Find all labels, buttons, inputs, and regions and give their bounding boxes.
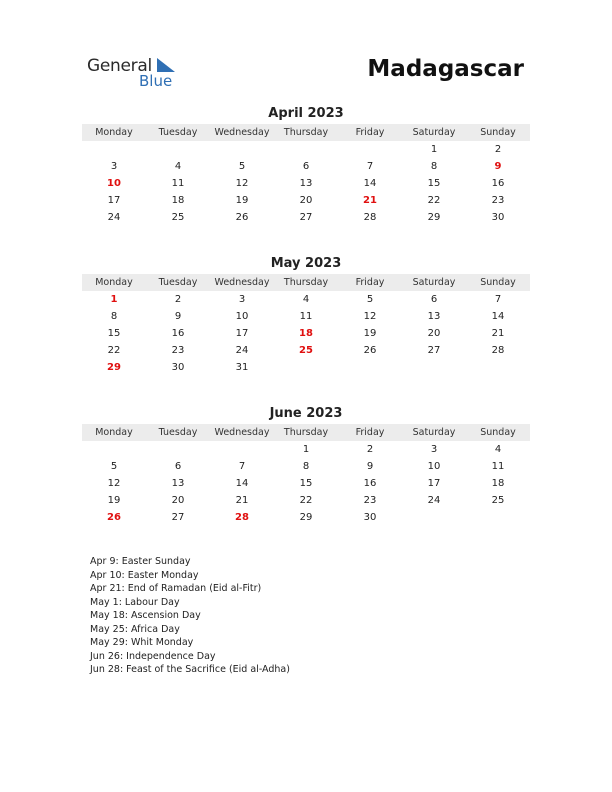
week-row: [82, 291, 530, 308]
weekday-label: Sunday: [480, 127, 516, 138]
day-cell: 22: [299, 495, 313, 506]
holiday-notes: [90, 555, 290, 677]
day-cell: 6: [302, 161, 310, 172]
weekday-label: Monday: [95, 277, 133, 288]
day-cell: 21: [235, 495, 249, 506]
weekday-label: Monday: [95, 427, 133, 438]
day-cell: 5: [110, 461, 118, 472]
weekday-label: Saturday: [412, 127, 456, 138]
logo: [87, 56, 187, 92]
day-cell: 4: [494, 444, 502, 455]
day-cell: 1: [430, 144, 438, 155]
day-cell: [402, 509, 466, 526]
weekday-label: Wednesday: [214, 277, 270, 288]
day-cell: 28: [235, 512, 249, 523]
day-cell: 24: [427, 495, 441, 506]
day-cell: [338, 141, 402, 158]
day-cell: 17: [235, 328, 249, 339]
week-row: [82, 325, 530, 342]
day-cell: 29: [299, 512, 313, 523]
week-row: [82, 192, 530, 209]
day-cell: 18: [491, 478, 505, 489]
holiday-note: Apr 21: End of Ramadan (Eid al-Fitr): [90, 583, 262, 594]
weekday-label: Tuesday: [158, 127, 198, 138]
day-cell: 19: [235, 195, 249, 206]
day-cell: 25: [171, 212, 185, 223]
day-cell: [210, 441, 274, 458]
day-cell: 4: [174, 161, 182, 172]
day-cell: 22: [427, 195, 441, 206]
day-cell: 17: [427, 478, 441, 489]
weekday-label: Friday: [355, 127, 385, 138]
day-cell: 21: [491, 328, 505, 339]
day-cell: 15: [427, 178, 441, 189]
month-calendar-june: [82, 404, 530, 526]
holiday-note: May 18: Ascension Day: [90, 610, 201, 621]
day-cell: [82, 441, 146, 458]
weekday-header: [82, 274, 530, 291]
month-calendar-april: [82, 104, 530, 226]
day-cell: 3: [238, 294, 246, 305]
day-cell: 10: [107, 178, 121, 189]
week-row: [82, 475, 530, 492]
week-row: [82, 175, 530, 192]
weekday-label: Saturday: [412, 427, 456, 438]
week-row: [82, 441, 530, 458]
weekday-label: Sunday: [480, 427, 516, 438]
day-cell: 16: [491, 178, 505, 189]
day-cell: 15: [299, 478, 313, 489]
weekday-label: Sunday: [480, 277, 516, 288]
day-cell: 13: [171, 478, 185, 489]
day-cell: [82, 141, 146, 158]
day-cell: 29: [427, 212, 441, 223]
holiday-note: Jun 28: Feast of the Sacrifice (Eid al-Adha): [90, 664, 290, 675]
holiday-note: May 1: Labour Day: [90, 596, 180, 608]
day-cell: 16: [363, 478, 377, 489]
day-cell: 27: [299, 212, 313, 223]
day-cell: 31: [235, 362, 249, 373]
day-cell: 8: [302, 461, 310, 472]
weeks: [82, 441, 530, 526]
day-cell: [402, 359, 466, 376]
month-title: May 2023: [270, 256, 342, 271]
day-cell: 8: [430, 161, 438, 172]
day-cell: [338, 359, 402, 376]
month-title: June 2023: [269, 406, 343, 421]
day-cell: 12: [107, 478, 121, 489]
day-cell: 27: [171, 512, 185, 523]
day-cell: 26: [235, 212, 249, 223]
day-cell: 23: [363, 495, 377, 506]
holiday-note: Jun 26: Independence Day: [90, 650, 216, 662]
country-title: Madagascar: [367, 56, 524, 82]
day-cell: [274, 359, 338, 376]
day-cell: 1: [110, 294, 118, 305]
day-cell: 28: [363, 212, 377, 223]
day-cell: 18: [171, 195, 185, 206]
day-cell: 9: [174, 311, 182, 322]
day-cell: 2: [366, 444, 374, 455]
day-cell: 11: [491, 461, 505, 472]
weekday-label: Saturday: [412, 277, 456, 288]
day-cell: 27: [427, 345, 441, 356]
day-cell: 26: [107, 512, 121, 523]
weekday-label: Tuesday: [158, 277, 198, 288]
weekday-label: Monday: [95, 127, 133, 138]
week-row: [82, 141, 530, 158]
holiday-note: Apr 10: Easter Monday: [90, 569, 199, 581]
week-row: [82, 308, 530, 325]
weekday-label: Thursday: [283, 427, 329, 438]
day-cell: [466, 509, 530, 526]
holiday-note: Apr 9: Easter Sunday: [90, 556, 191, 567]
day-cell: 10: [235, 311, 249, 322]
day-cell: 14: [491, 311, 505, 322]
day-cell: 2: [174, 294, 182, 305]
day-cell: 30: [363, 512, 377, 523]
day-cell: 23: [491, 195, 505, 206]
day-cell: [146, 441, 210, 458]
day-cell: 19: [107, 495, 121, 506]
day-cell: 6: [430, 294, 438, 305]
weekday-header: [82, 424, 530, 441]
month-title: April 2023: [268, 106, 344, 121]
month-calendar-may: [82, 254, 530, 376]
day-cell: 5: [238, 161, 246, 172]
logo-general-text: General: [87, 56, 152, 76]
weekday-label: Wednesday: [214, 127, 270, 138]
week-row: [82, 492, 530, 509]
day-cell: 12: [363, 311, 377, 322]
weeks: [82, 141, 530, 226]
weekday-label: Friday: [355, 277, 385, 288]
day-cell: 30: [491, 212, 505, 223]
weekday-label: Thursday: [283, 277, 329, 288]
weekday-label: Thursday: [283, 127, 329, 138]
day-cell: 29: [107, 362, 121, 373]
day-cell: 9: [494, 161, 502, 172]
day-cell: 25: [299, 345, 313, 356]
day-cell: 1: [302, 444, 310, 455]
day-cell: 14: [235, 478, 249, 489]
week-row: [82, 209, 530, 226]
day-cell: 11: [299, 311, 313, 322]
day-cell: 23: [171, 345, 185, 356]
day-cell: [274, 141, 338, 158]
day-cell: 14: [363, 178, 377, 189]
week-row: [82, 509, 530, 526]
week-row: [82, 342, 530, 359]
weekday-label: Friday: [355, 427, 385, 438]
day-cell: [466, 359, 530, 376]
week-row: [82, 158, 530, 175]
week-row: [82, 458, 530, 475]
day-cell: 9: [366, 461, 374, 472]
day-cell: 13: [299, 178, 313, 189]
day-cell: [210, 141, 274, 158]
day-cell: 19: [363, 328, 377, 339]
day-cell: 13: [427, 311, 441, 322]
holiday-note: May 25: Africa Day: [90, 623, 180, 635]
holiday-note: May 29: Whit Monday: [90, 637, 194, 648]
day-cell: 3: [430, 444, 438, 455]
week-row: [82, 359, 530, 376]
day-cell: 15: [107, 328, 121, 339]
day-cell: 16: [171, 328, 185, 339]
day-cell: 18: [299, 328, 313, 339]
day-cell: 22: [107, 345, 121, 356]
day-cell: 28: [491, 345, 505, 356]
day-cell: 25: [491, 495, 505, 506]
day-cell: 12: [235, 178, 249, 189]
logo-triangle-icon: [157, 58, 175, 72]
weeks: [82, 291, 530, 376]
day-cell: 7: [494, 294, 502, 305]
day-cell: 5: [366, 294, 374, 305]
day-cell: 8: [110, 311, 118, 322]
day-cell: 2: [494, 144, 502, 155]
weekday-label: Wednesday: [214, 427, 270, 438]
day-cell: 20: [427, 328, 441, 339]
day-cell: 20: [171, 495, 185, 506]
day-cell: 6: [174, 461, 182, 472]
day-cell: 11: [171, 178, 185, 189]
day-cell: 20: [299, 195, 313, 206]
day-cell: 4: [302, 294, 310, 305]
day-cell: 30: [171, 362, 185, 373]
day-cell: 3: [110, 161, 118, 172]
day-cell: [146, 141, 210, 158]
day-cell: 24: [107, 212, 121, 223]
weekday-header: [82, 124, 530, 141]
weekday-label: Tuesday: [158, 427, 198, 438]
day-cell: 26: [363, 345, 377, 356]
day-cell: 7: [238, 461, 246, 472]
day-cell: 21: [363, 195, 377, 206]
day-cell: 7: [366, 161, 374, 172]
day-cell: 24: [235, 345, 249, 356]
day-cell: 17: [107, 195, 121, 206]
logo-blue-text: Blue: [139, 72, 173, 90]
day-cell: 10: [427, 461, 441, 472]
